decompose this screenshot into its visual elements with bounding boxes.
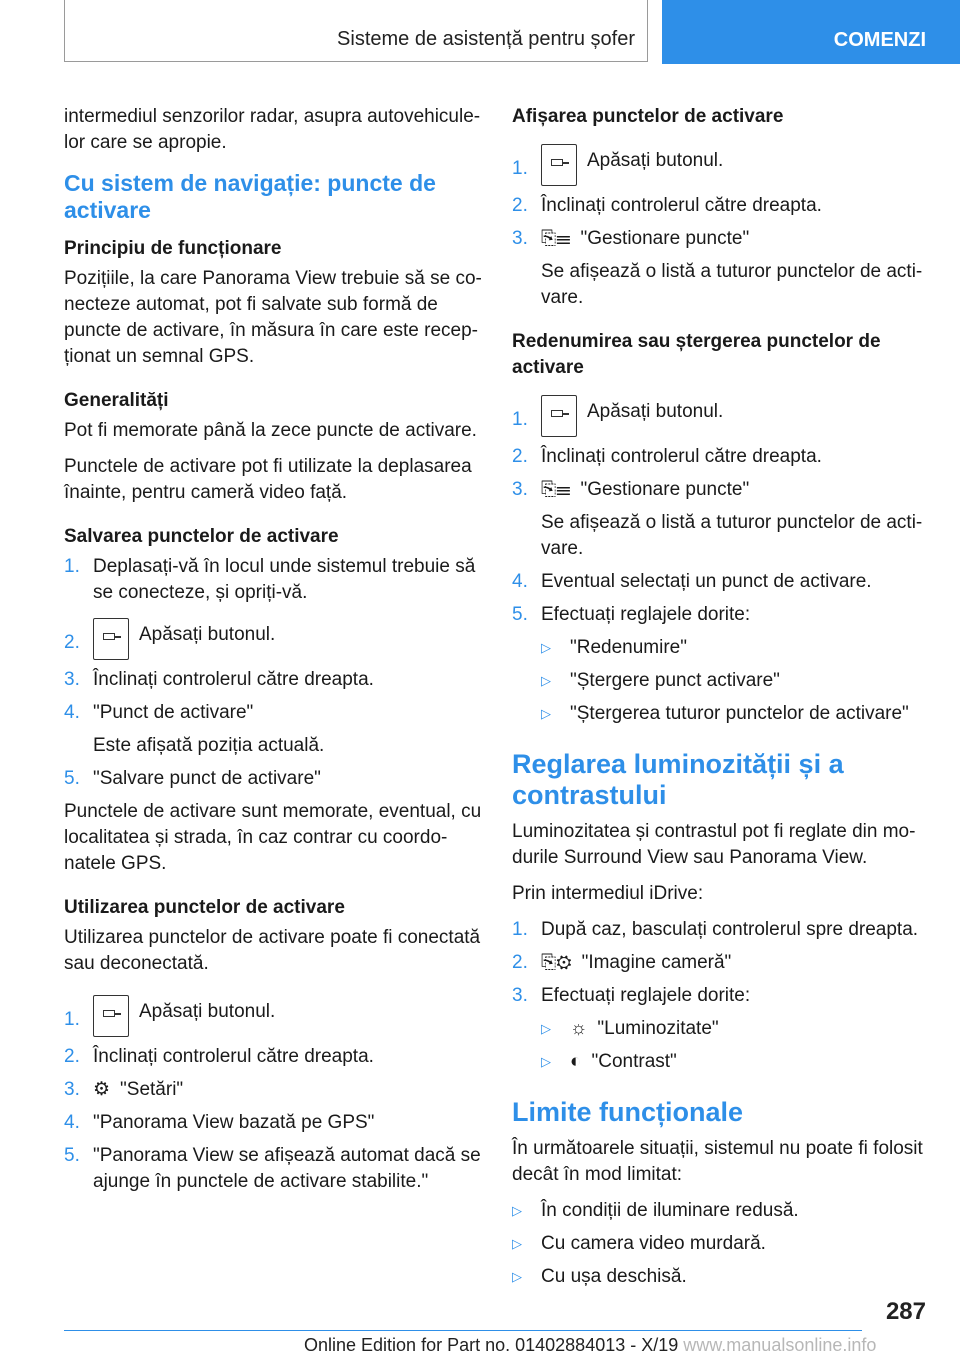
save-heading: Salvarea punctelor de activare — [64, 526, 339, 547]
list-item — [64, 618, 484, 660]
sub-item — [541, 1049, 932, 1075]
triangle-right-icon: ▷ — [541, 1021, 551, 1036]
list-item — [512, 1264, 932, 1290]
step-text: "Panorama View se afișează automat dacă se ajunge în punctele de activare stabilite." — [93, 1145, 481, 1192]
step-number: 1. — [64, 556, 80, 577]
step-text: Apăsați butonul. — [587, 401, 724, 422]
list-item — [64, 554, 484, 606]
general-text-1: Pot fi memorate până la zece puncte de activare. — [64, 420, 477, 441]
list-item — [64, 995, 484, 1037]
triangle-right-icon: ▷ — [512, 1269, 522, 1284]
triangle-right-icon: ▷ — [541, 640, 551, 655]
sub-item-text: "Redenumire" — [570, 637, 687, 658]
manage-points-icon: ⎘☰ — [541, 479, 571, 500]
edition-text: Online Edition for Part no. 01402884013 - X/19 — [304, 1335, 679, 1355]
list-item — [512, 444, 932, 470]
camera-button-icon — [541, 144, 577, 186]
header-section-title: Sisteme de asistență pentru șofer — [337, 28, 635, 50]
step-text: Efectuați reglajele dorite: — [541, 604, 751, 625]
list-item — [512, 477, 932, 503]
step-text: "Imagine cameră" — [581, 952, 732, 973]
step-number: 1. — [512, 919, 528, 940]
step-text: Apăsați butonul. — [139, 1001, 276, 1022]
step-text: După caz, basculați controlerul spre dreapta. — [541, 919, 919, 940]
list-item — [64, 1077, 484, 1103]
list-item — [512, 193, 932, 219]
step-continuation: Se afișează o listă a tuturor punctelor de acti-vare. — [541, 512, 923, 559]
use-text: Utilizarea punctelor de activare poate fi conectată sau deconectată. — [64, 927, 481, 974]
sub-item-text: "Ștergere punct activare" — [570, 670, 780, 691]
list-item — [512, 144, 932, 186]
watermark-text: www.manualsonline.info — [683, 1335, 877, 1355]
sub-item — [541, 701, 932, 727]
step-number: 2. — [64, 1046, 80, 1067]
list-item-text: În condiții de iluminare redusă. — [541, 1200, 799, 1221]
brightness-text: Luminozitatea și contrastul pot fi reglate din mo-durile Surround View sau Panorama View. — [512, 821, 916, 868]
step-number: 1. — [64, 1009, 80, 1030]
step-continuation: Este afișată poziția actuală. — [93, 735, 325, 756]
manage-points-icon: ⎘☰ — [541, 228, 571, 249]
left-column — [64, 104, 484, 1202]
step-number: 3. — [512, 228, 528, 249]
step-continuation: Se afișează o listă a tuturor punctelor de acti-vare. — [541, 261, 923, 308]
header-tab-label: COMENZI — [833, 29, 926, 51]
sub-item-text: "Luminozitate" — [597, 1018, 719, 1039]
step-number: 2. — [512, 195, 528, 216]
step-number: 2. — [512, 446, 528, 467]
step-text: Deplasați-vă în locul unde sistemul trebuie să se conecteze, și opriți-vă. — [93, 556, 476, 603]
list-item — [64, 700, 484, 726]
step-text: "Gestionare puncte" — [580, 228, 750, 249]
page-number: 287 — [885, 1298, 926, 1325]
step-text: Apăsați butonul. — [139, 624, 276, 645]
list-item-text: Cu ușa deschisă. — [541, 1266, 687, 1287]
step-text: Înclinați controlerul către dreapta. — [541, 446, 822, 467]
triangle-right-icon: ▷ — [541, 706, 551, 721]
step-number: 1. — [512, 158, 528, 179]
step-number: 1. — [512, 409, 528, 430]
header-section-box — [64, 0, 648, 62]
step-number: 5. — [512, 604, 528, 625]
list-item — [512, 226, 932, 252]
section-heading: Cu sistem de navigație: puncte de activare — [64, 170, 436, 223]
rename-heading: Redenumirea sau ștergerea punctelor de activare — [512, 331, 881, 378]
step-number: 4. — [64, 1112, 80, 1133]
principle-text: Pozițiile, la care Panorama View trebuie să se co-necteze automat, pot fi salvate sub formă de puncte de activare, în măsura în care este recep-ționat un semnal GPS. — [64, 268, 482, 367]
step-number: 3. — [64, 1079, 80, 1100]
list-item — [512, 602, 932, 628]
triangle-right-icon: ▷ — [541, 1054, 551, 1069]
step-text: "Punct de activare" — [93, 702, 254, 723]
step-number: 3. — [512, 985, 528, 1006]
principle-heading: Principiu de funcționare — [64, 238, 282, 259]
step-number: 4. — [64, 702, 80, 723]
sub-item — [541, 668, 932, 694]
list-item — [64, 667, 484, 693]
step-text: "Setări" — [120, 1079, 184, 1100]
general-heading: Generalități — [64, 390, 169, 411]
camera-button-icon — [93, 618, 129, 660]
camera-settings-icon: ⎘⚙ — [541, 952, 572, 973]
camera-button-icon — [93, 995, 129, 1037]
step-text: Înclinați controlerul către dreapta. — [93, 669, 374, 690]
intro-text: intermediul senzorilor radar, asupra autovehicule-lor care se apropie. — [64, 106, 481, 153]
footer-divider — [64, 1330, 862, 1331]
step-text: "Gestionare puncte" — [580, 479, 750, 500]
triangle-right-icon: ▷ — [541, 673, 551, 688]
sub-item — [541, 1016, 932, 1042]
brightness-heading: Reglarea luminozității și a contrastului — [512, 749, 844, 810]
show-heading: Afișarea punctelor de activare — [512, 106, 784, 127]
step-number: 2. — [512, 952, 528, 973]
list-item — [512, 569, 932, 595]
step-text: Efectuați reglajele dorite: — [541, 985, 751, 1006]
step-text: "Panorama View bazată pe GPS" — [93, 1112, 375, 1133]
triangle-right-icon: ▷ — [512, 1203, 522, 1218]
list-item — [512, 950, 932, 976]
sub-item — [541, 635, 932, 661]
list-item — [512, 1198, 932, 1224]
list-item — [512, 983, 932, 1009]
step-number: 4. — [512, 571, 528, 592]
step-text: Înclinați controlerul către dreapta. — [541, 195, 822, 216]
list-item — [64, 1044, 484, 1070]
sub-item-text: "Ștergerea tuturor punctelor de activare" — [570, 703, 909, 724]
step-text: Înclinați controlerul către dreapta. — [93, 1046, 374, 1067]
step-number: 5. — [64, 1145, 80, 1166]
camera-button-icon — [541, 395, 577, 437]
triangle-right-icon: ▷ — [512, 1236, 522, 1251]
sun-icon: ☼ — [570, 1018, 588, 1039]
right-column — [512, 104, 932, 1297]
list-item — [512, 395, 932, 437]
footer-edition — [304, 1335, 876, 1356]
list-item — [64, 1110, 484, 1136]
gear-icon: ⚙ — [93, 1079, 111, 1100]
step-number: 3. — [512, 479, 528, 500]
list-item — [64, 766, 484, 792]
step-text: "Salvare punct de activare" — [93, 768, 321, 789]
list-item — [64, 1143, 484, 1195]
step-number: 3. — [64, 669, 80, 690]
step-text: Apăsați butonul. — [587, 150, 724, 171]
step-number: 2. — [64, 632, 80, 653]
header-tab — [662, 0, 960, 64]
brightness-via: Prin intermediul iDrive: — [512, 883, 704, 904]
list-item-text: Cu camera video murdară. — [541, 1233, 766, 1254]
use-heading: Utilizarea punctelor de activare — [64, 897, 345, 918]
contrast-icon: ◐ — [570, 1051, 582, 1072]
sub-item-text: "Contrast" — [591, 1051, 677, 1072]
step-text: Eventual selectați un punct de activare. — [541, 571, 872, 592]
limits-text: În următoarele situații, sistemul nu poate fi folosit decât în mod limitat: — [512, 1138, 923, 1185]
general-text-2: Punctele de activare pot fi utilizate la deplasarea înainte, pentru cameră video față. — [64, 456, 472, 503]
step-number: 5. — [64, 768, 80, 789]
list-item — [512, 917, 932, 943]
list-item — [512, 1231, 932, 1257]
save-note: Punctele de activare sunt memorate, eventual, cu localitatea și strada, în caz contrar cu coordo-natele GPS. — [64, 801, 482, 874]
limits-heading: Limite funcționale — [512, 1097, 744, 1127]
